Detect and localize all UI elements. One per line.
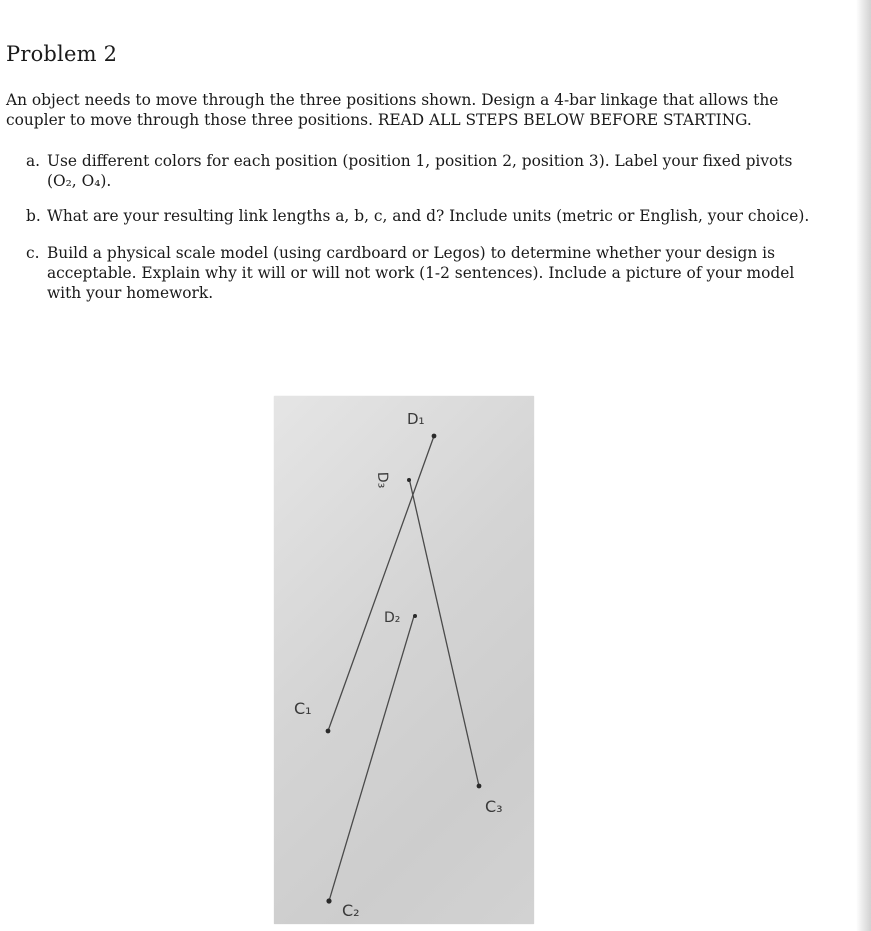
step-a-line-2: (O₂, O₄).: [47, 172, 112, 190]
coupler-line-position-3: [409, 478, 479, 786]
step-b-letter: b.: [26, 207, 41, 225]
linkage-sketch: [274, 396, 534, 924]
label-d2: D₂: [384, 610, 401, 626]
step-c-line-3: with your homework.: [47, 284, 214, 302]
point-c3: [477, 784, 482, 789]
step-c-line-2: acceptable. Explain why it will or will not work (1-2 sentences). Include a picture of your model: [47, 264, 795, 282]
step-c-letter: c.: [26, 244, 40, 262]
problem-intro: [6, 90, 811, 130]
step-c-line-1: Build a physical scale model (using cardboard or Legos) to determine whether your design is: [47, 244, 775, 262]
step-b-line-1: What are your resulting link lengths a, b, c, and d? Include units (metric or English, your choice).: [47, 207, 810, 225]
point-c2: [326, 898, 331, 903]
point-d3: [407, 478, 411, 482]
step-c: [26, 243, 816, 303]
label-c3: C₃: [485, 797, 503, 816]
step-a-letter: a.: [26, 152, 41, 170]
label-d3: D₃: [374, 471, 391, 489]
label-d1: D₁: [407, 410, 425, 428]
linkage-positions-photo: [274, 396, 534, 924]
coupler-line-position-2: [329, 616, 414, 901]
point-c1: [326, 729, 331, 734]
point-d1: [432, 434, 437, 439]
label-c2: C₂: [342, 901, 360, 920]
point-d2: [413, 614, 417, 618]
page-edge-shadow: [856, 0, 871, 931]
label-c1: C₁: [294, 699, 312, 718]
problem-title: Problem 2: [6, 42, 118, 66]
intro-line-2: coupler to move through those three positions. READ ALL STEPS BELOW BEFORE STARTING.: [6, 111, 752, 129]
intro-line-1: An object needs to move through the three positions shown. Design a 4-bar linkage that allows the: [6, 91, 779, 109]
step-a-line-1: Use different colors for each position (position 1, position 2, position 3). Label your fixed pivots: [47, 152, 793, 170]
step-a: [26, 151, 816, 191]
step-b: [26, 206, 816, 226]
